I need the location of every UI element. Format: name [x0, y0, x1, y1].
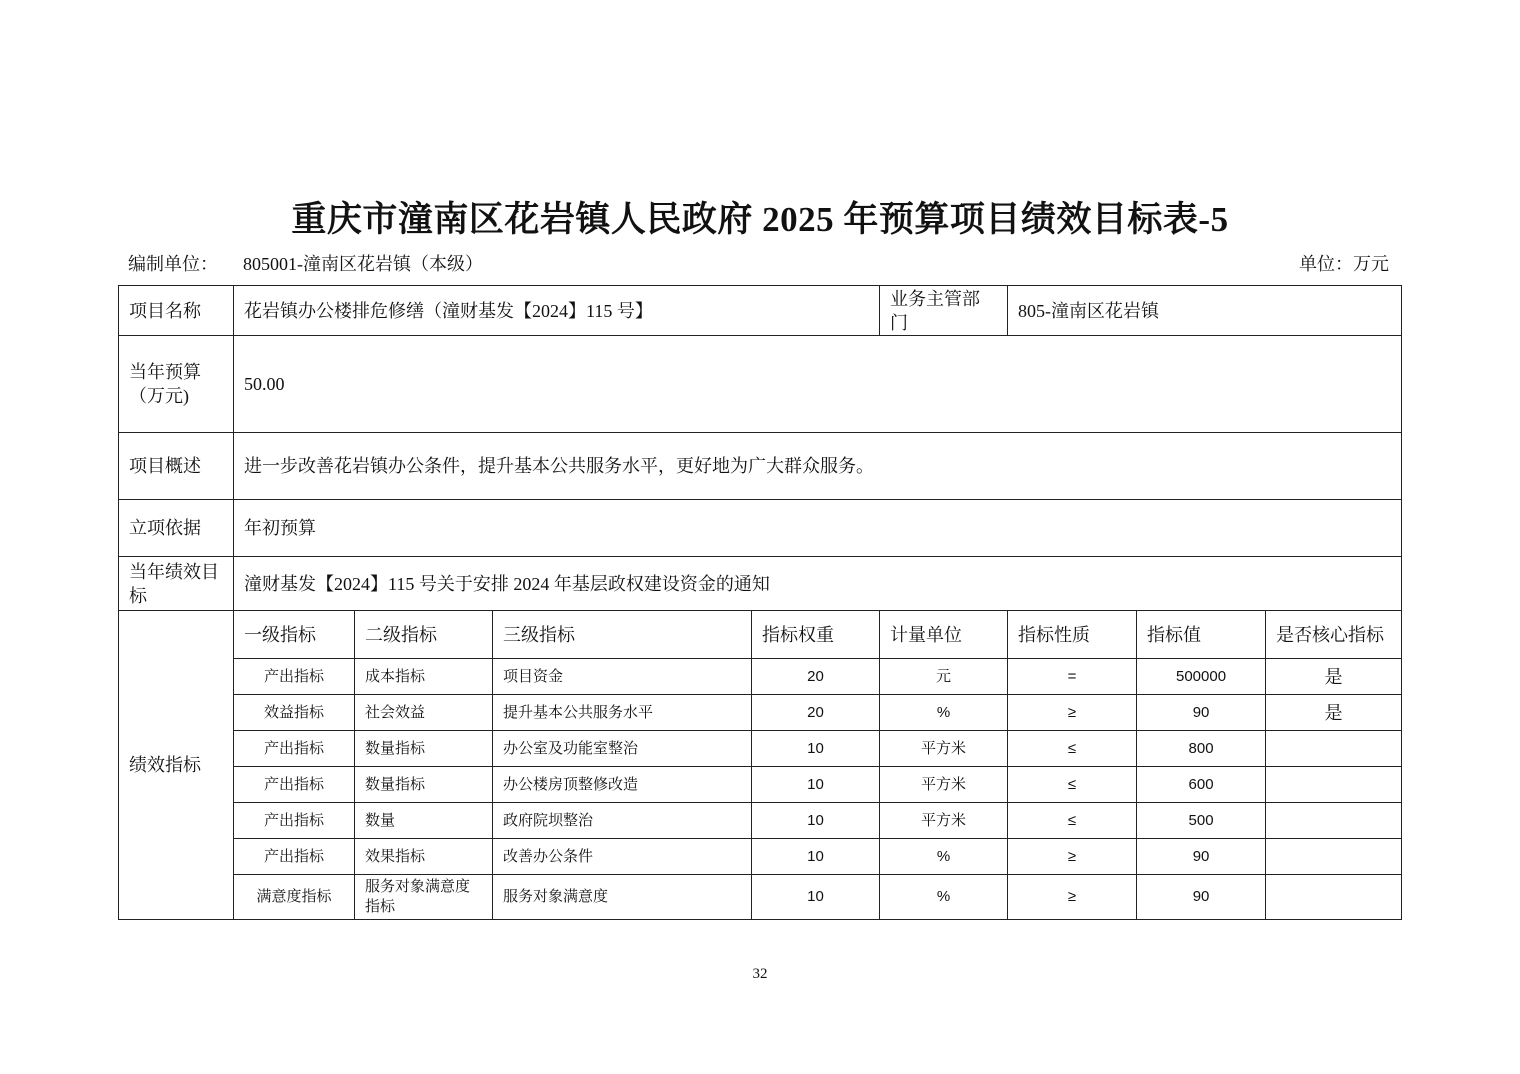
cell-nature: ≤	[1008, 731, 1137, 767]
cell-l3: 政府院坝整治	[493, 803, 752, 839]
cell-unit: 元	[880, 659, 1008, 695]
cell-l2: 社会效益	[355, 695, 493, 731]
cell-weight: 20	[752, 659, 880, 695]
cell-core	[1266, 875, 1402, 920]
cell-core	[1266, 803, 1402, 839]
cell-nature: =	[1008, 659, 1137, 695]
cell-weight: 20	[752, 695, 880, 731]
cell-nature: ≤	[1008, 803, 1137, 839]
table-row	[119, 731, 1402, 767]
cell-l2: 成本指标	[355, 659, 493, 695]
indicator-header-row	[119, 611, 1402, 659]
header-nature: 指标性质	[1008, 611, 1137, 659]
unit-label: 编制单位：	[128, 254, 218, 274]
row-basis	[119, 500, 1402, 557]
row-goal	[119, 557, 1402, 611]
cell-unit: 平方米	[880, 767, 1008, 803]
row-overview	[119, 433, 1402, 500]
cell-core	[1266, 839, 1402, 875]
cell-weight: 10	[752, 875, 880, 920]
cell-nature: ≥	[1008, 839, 1137, 875]
header-weight: 指标权重	[752, 611, 880, 659]
row-budget	[119, 336, 1402, 433]
header-value: 指标值	[1137, 611, 1266, 659]
cell-l1: 满意度指标	[234, 875, 355, 920]
cell-l1: 产出指标	[234, 803, 355, 839]
cell-value: 600	[1137, 767, 1266, 803]
overview-label: 项目概述	[119, 433, 234, 500]
cell-nature: ≥	[1008, 875, 1137, 920]
goal-value: 潼财基发【2024】115 号关于安排 2024 年基层政权建设资金的通知	[234, 557, 1402, 611]
header-l3: 三级指标	[493, 611, 752, 659]
perf-label: 绩效指标	[119, 611, 234, 920]
budget-label: 当年预算（万元)	[119, 336, 234, 433]
dept-value: 805-潼南区花岩镇	[1008, 286, 1402, 336]
cell-unit: %	[880, 839, 1008, 875]
header-l1: 一级指标	[234, 611, 355, 659]
cell-unit: 平方米	[880, 803, 1008, 839]
performance-table	[118, 285, 1402, 920]
cell-value: 90	[1137, 839, 1266, 875]
table-row	[119, 695, 1402, 731]
cell-value: 500000	[1137, 659, 1266, 695]
cell-l1: 产出指标	[234, 731, 355, 767]
overview-value: 进一步改善花岩镇办公条件，提升基本公共服务水平，更好地为广大群众服务。	[234, 433, 1402, 500]
project-name-value: 花岩镇办公楼排危修缮（潼财基发【2024】115 号】	[234, 286, 880, 336]
cell-core	[1266, 731, 1402, 767]
table-row	[119, 803, 1402, 839]
cell-weight: 10	[752, 767, 880, 803]
table-row	[119, 839, 1402, 875]
cell-l1: 效益指标	[234, 695, 355, 731]
basis-value: 年初预算	[234, 500, 1402, 557]
cell-l3: 提升基本公共服务水平	[493, 695, 752, 731]
page-number: 32	[752, 966, 768, 982]
currency-note: 单位：万元	[1299, 254, 1389, 274]
budget-value: 50.00	[234, 336, 1402, 433]
table-row	[119, 767, 1402, 803]
cell-core: 是	[1266, 695, 1402, 731]
project-name-label: 项目名称	[119, 286, 234, 336]
cell-unit: %	[880, 875, 1008, 920]
dept-label: 业务主管部门	[880, 286, 1008, 336]
cell-l3: 办公室及功能室整治	[493, 731, 752, 767]
header-l2: 二级指标	[355, 611, 493, 659]
cell-l3: 改善办公条件	[493, 839, 752, 875]
table-row	[119, 875, 1402, 920]
table-row	[119, 659, 1402, 695]
basis-label: 立项依据	[119, 500, 234, 557]
header-core: 是否核心指标	[1266, 611, 1402, 659]
cell-l1: 产出指标	[234, 839, 355, 875]
cell-l2: 数量	[355, 803, 493, 839]
row-project-name	[119, 286, 1402, 336]
cell-weight: 10	[752, 803, 880, 839]
cell-l2: 服务对象满意度指标	[355, 875, 493, 920]
cell-unit: %	[880, 695, 1008, 731]
cell-value: 90	[1137, 695, 1266, 731]
goal-label: 当年绩效目标	[119, 557, 234, 611]
cell-l1: 产出指标	[234, 767, 355, 803]
cell-core	[1266, 767, 1402, 803]
cell-l1: 产出指标	[234, 659, 355, 695]
cell-l3: 服务对象满意度	[493, 875, 752, 920]
cell-nature: ≥	[1008, 695, 1137, 731]
cell-unit: 平方米	[880, 731, 1008, 767]
cell-l2: 效果指标	[355, 839, 493, 875]
cell-value: 500	[1137, 803, 1266, 839]
cell-value: 800	[1137, 731, 1266, 767]
page-title: 重庆市潼南区花岩镇人民政府 2025 年预算项目绩效目标表-5	[291, 200, 1229, 239]
cell-value: 90	[1137, 875, 1266, 920]
cell-weight: 10	[752, 839, 880, 875]
header-unit: 计量单位	[880, 611, 1008, 659]
cell-weight: 10	[752, 731, 880, 767]
unit-value: 805001-潼南区花岩镇（本级）	[243, 254, 483, 274]
cell-l3: 办公楼房顶整修改造	[493, 767, 752, 803]
cell-l2: 数量指标	[355, 767, 493, 803]
cell-nature: ≤	[1008, 767, 1137, 803]
cell-l2: 数量指标	[355, 731, 493, 767]
cell-l3: 项目资金	[493, 659, 752, 695]
cell-core: 是	[1266, 659, 1402, 695]
